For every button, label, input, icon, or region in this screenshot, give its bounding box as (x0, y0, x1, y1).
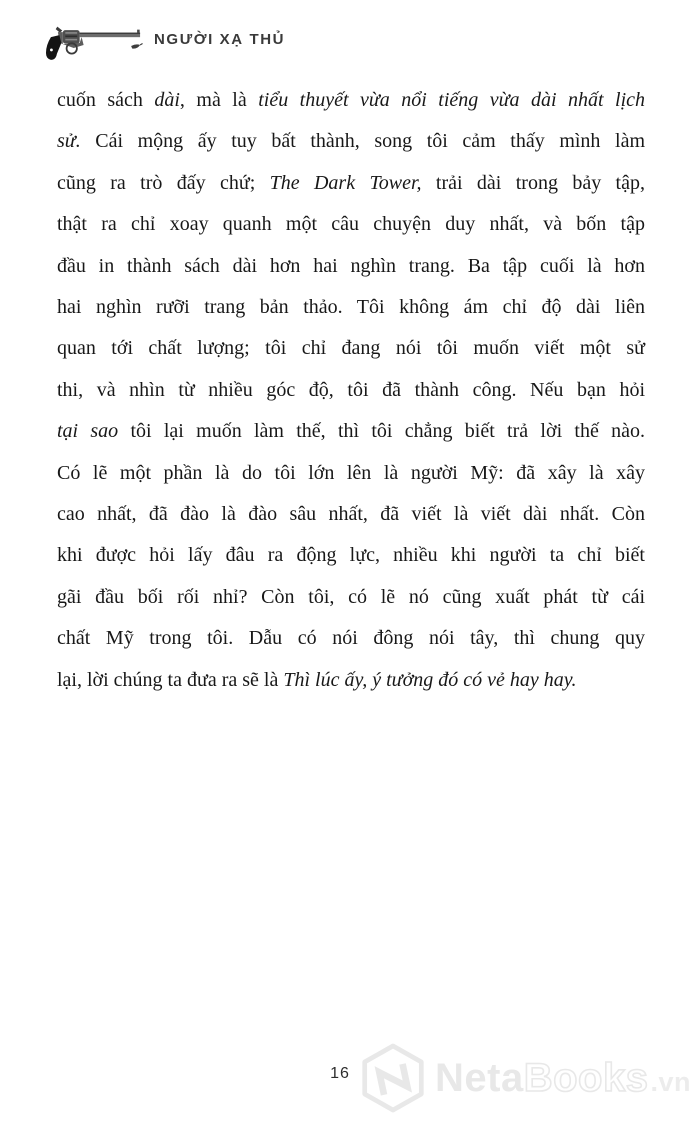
text-segment: khi được hỏi lấy đâu ra động lực, nhiều khi người ta chỉ biết (57, 544, 645, 567)
text-line (57, 121, 645, 162)
text-segment: cũng ra trò đấy chứ; (57, 171, 270, 194)
italic-text-segment: dài (154, 89, 180, 111)
italic-text-segment: tại sao (57, 420, 119, 443)
text-segment: thi, và nhìn từ nhiều góc độ, tôi đã thành công. Nếu bạn hỏi (57, 378, 645, 401)
text-line (57, 453, 645, 494)
text-line (57, 411, 645, 452)
italic-text-segment: The Dark Tower, (269, 171, 422, 194)
running-head-title: NGƯỜI XẠ THỦ (154, 30, 286, 48)
text-line (57, 535, 645, 576)
text-segment: chất Mỹ trong tôi. Dẫu có nói đông nói tây, thì chung quy (57, 627, 645, 650)
text-line (57, 370, 645, 411)
netabooks-wordmark (435, 1058, 691, 1098)
text-segment: thật ra chỉ xoay quanh một câu chuyện duy nhất, và bốn tập (57, 213, 645, 236)
netabooks-watermark (360, 1042, 691, 1114)
text-line (57, 163, 645, 204)
text-segment: Có lẽ một phần là do tôi lớn lên là người Mỹ: đã xây là xây (57, 461, 645, 484)
text-segment: gãi đầu bối rối nhỉ? Còn tôi, có lẽ nó cũng xuất phát từ cái (57, 585, 645, 608)
text-line (57, 287, 645, 328)
text-line (57, 618, 645, 659)
text-line (57, 246, 645, 287)
text-segment: cuốn sách (57, 89, 155, 111)
text-line (57, 660, 645, 701)
watermark-text-books: Books (523, 1056, 649, 1100)
text-line (57, 204, 645, 245)
revolver-icon (44, 23, 148, 65)
text-segment: quan tới chất lượng; tôi chỉ đang nói tôi muốn viết một sử (57, 337, 645, 360)
text-segment: trải dài trong bảy tập, (421, 171, 645, 194)
text-segment: hai nghìn rưỡi trang bản thảo. Tôi không ám chỉ độ dài liên (57, 296, 645, 319)
text-segment: cao nhất, đã đào là đào sâu nhất, đã viết là viết dài nhất. Còn (57, 503, 645, 526)
text-segment: Cái mộng ấy tuy bất thành, song tôi cảm thấy mình làm (80, 130, 645, 153)
text-segment: tôi lại muốn làm thế, thì tôi chẳng biết trả lời thế nào. (118, 420, 645, 443)
italic-text-segment: tiểu thuyết vừa nổi tiếng vừa dài nhất lịch (258, 89, 646, 111)
body-text (57, 80, 645, 701)
netabooks-hexagon-icon (360, 1042, 426, 1114)
watermark-text-neta: Neta (435, 1056, 524, 1100)
text-line (57, 80, 645, 121)
text-segment: , mà là (179, 89, 259, 111)
page-number: 16 (330, 1065, 350, 1082)
text-segment: đầu in thành sách dài hơn hai nghìn trang. Ba tập cuối là hơn (57, 254, 645, 277)
italic-text-segment: sử. (57, 130, 81, 153)
text-line (57, 577, 645, 618)
text-line (57, 494, 645, 535)
text-segment: lại, lời chúng ta đưa ra sẽ là (57, 668, 284, 691)
italic-text-segment: Thì lúc ấy, ý tưởng đó có vẻ hay hay. (283, 668, 577, 691)
text-line (57, 328, 645, 369)
page-header (44, 22, 285, 66)
watermark-text-vn: .vn (650, 1067, 691, 1097)
